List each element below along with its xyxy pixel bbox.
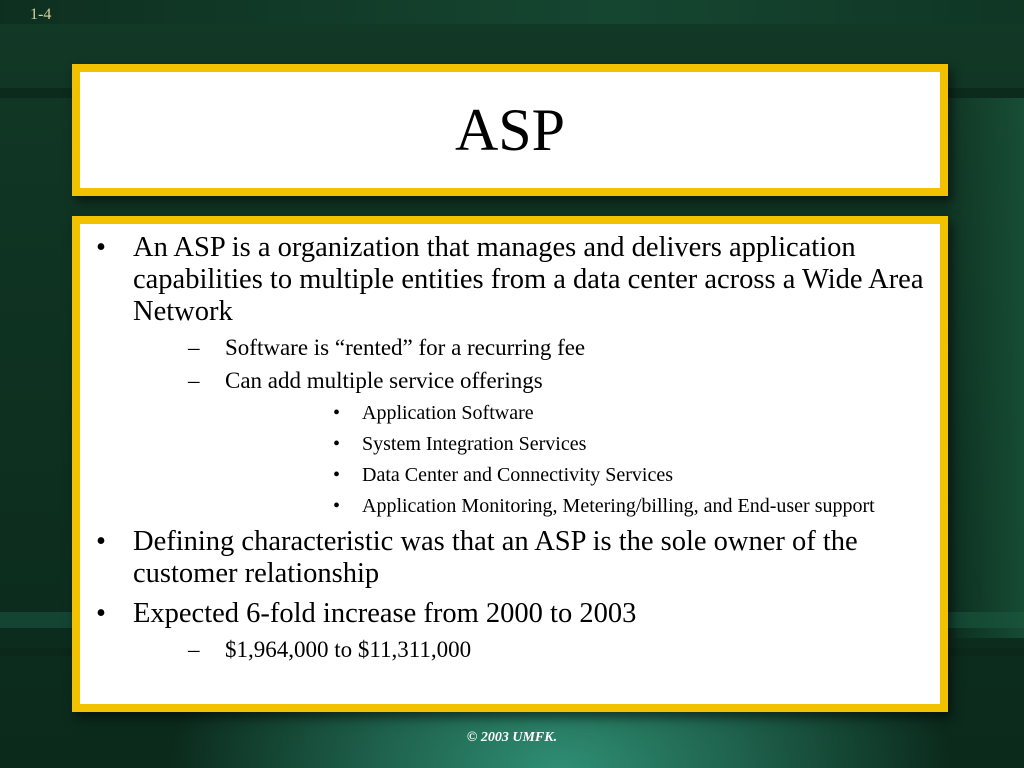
sub-sub-bullet-item <box>225 494 928 518</box>
bullet-item <box>88 526 928 590</box>
dash-marker: – <box>188 637 200 662</box>
sub-sub-bullet-text: Data Center and Connectivity Services <box>362 464 674 486</box>
bullet-text: An ASP is a organization that manages and delivers application capabilities to multiple entities from a data center across a Wide Area Network <box>133 232 924 327</box>
sub-sub-bullet-item <box>225 432 928 456</box>
sub-sub-bullet-item <box>225 463 928 487</box>
sub-sub-bullet-text: Application Monitoring, Metering/billing, and End-user support <box>362 495 875 517</box>
slide-title: ASP <box>454 96 566 163</box>
sub-bullet-item <box>133 334 928 361</box>
footer-copyright: © 2003 UMFK. <box>466 730 558 745</box>
bullet-marker: • <box>333 495 341 517</box>
sub-bullet-text: $1,964,000 to $11,311,000 <box>225 637 472 662</box>
bullet-marker: • <box>333 433 341 455</box>
sub-bullet-list <box>133 636 928 663</box>
content-box <box>72 216 948 712</box>
sub-sub-bullet-item <box>225 401 928 425</box>
bullet-marker: • <box>96 598 106 629</box>
bullet-marker: • <box>333 402 341 424</box>
sub-sub-bullet-text: Application Software <box>362 402 534 424</box>
sub-bullet-list <box>133 334 928 518</box>
sub-sub-bullet-text: System Integration Services <box>362 433 587 455</box>
bullet-text: Expected 6-fold increase from 2000 to 2003 <box>133 598 637 629</box>
slide-number: 1-4 <box>30 6 52 23</box>
bullet-list <box>88 232 928 663</box>
bullet-marker: • <box>96 526 106 557</box>
dash-marker: – <box>188 335 200 360</box>
bullet-item <box>88 232 928 518</box>
bullet-marker: • <box>333 464 341 486</box>
dash-marker: – <box>188 368 200 393</box>
sub-bullet-item <box>133 367 928 518</box>
bullet-item <box>88 598 928 663</box>
background-band-top <box>0 0 1024 24</box>
sub-bullet-text: Software is “rented” for a recurring fee <box>225 335 586 360</box>
sub-bullet-text: Can add multiple service offerings <box>225 368 543 393</box>
background-glow <box>944 98 1024 638</box>
sub-sub-bullet-list <box>225 401 928 518</box>
bullet-text: Defining characteristic was that an ASP is the sole owner of the customer relationship <box>133 526 858 589</box>
sub-bullet-item <box>133 636 928 663</box>
bullet-marker: • <box>96 232 106 263</box>
title-box <box>72 64 948 196</box>
